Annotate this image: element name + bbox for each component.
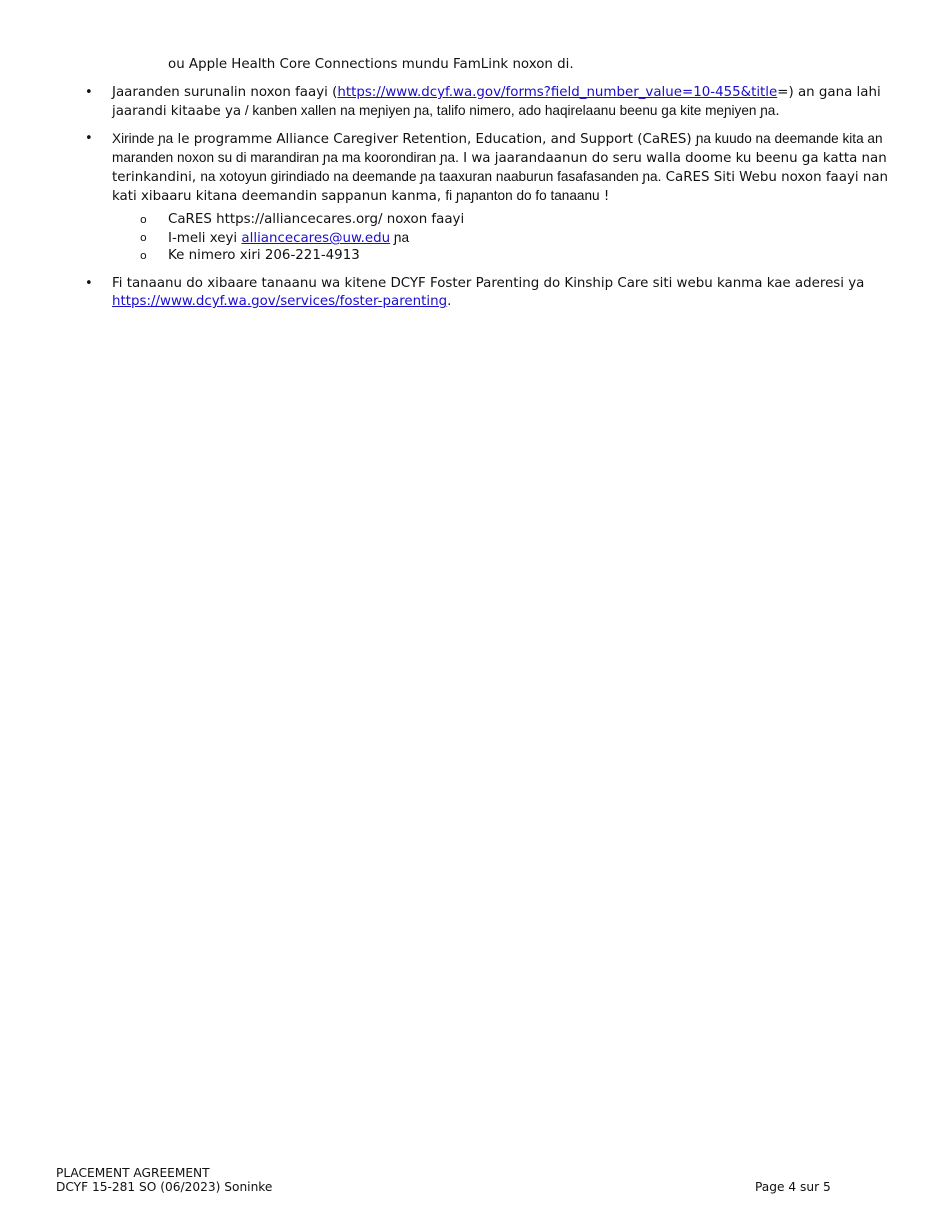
foster-parenting-link[interactable]: https://www.dcyf.wa.gov/services/foster-parenting (112, 294, 448, 309)
bullet-icon: • (85, 276, 93, 291)
footer-title: PLACEMENT AGREEMENT (56, 1166, 210, 1180)
item2-text-sans-mid: ɲa kuudo na deemande kita an maranden noxon su di marandiran ɲa ma koorondiran ɲa. (112, 131, 883, 165)
item1-text-sans: / kanben xallen na meɲiyen ɲa, talifo nimero, ado haqirelaanu beenu ga kite meɲiyen ɲa (241, 103, 776, 118)
sublist-item-text: I-meli xeyi (168, 231, 242, 246)
circle-bullet-icon: o (140, 213, 147, 226)
item2-text-main-2: I wa jaarandaanun do seru walla doome ku beenu ga katta nan terinkandini, (112, 151, 887, 185)
forms-link[interactable]: https://www.dcyf.wa.gov/forms?field_number_value=10-455&title (337, 85, 778, 100)
sublist-item-text: Ke nimero xiri 206-221-4913 (168, 248, 360, 263)
list-item-journal-form (85, 84, 897, 121)
email-link[interactable]: alliancecares@uw.edu (241, 231, 391, 246)
item2-text-main-4: ! (599, 189, 610, 204)
item1-text-end: . (775, 104, 780, 119)
bullet-icon: • (85, 85, 93, 100)
cares-contact-sublist (140, 211, 868, 265)
list-item-cares-program (85, 130, 897, 206)
list-item-foster-parenting (85, 275, 897, 311)
sublist-item-website (140, 211, 868, 229)
page-number: Page 4 sur 5 (755, 1180, 831, 1194)
footer-form-code: DCYF 15-281 SO (06/2023) Soninke (56, 1180, 273, 1194)
item3-text-end: . (447, 294, 452, 309)
item2-text-sans-start: Xirinde ɲa (112, 131, 174, 146)
bullet-icon: • (85, 131, 93, 146)
item2-text-main-3: CaRES Siti Webu noxon faayi nan kati xibaaru kitana deemandin sappanun kanma, (112, 170, 889, 204)
item1-text-before: Jaaranden surunalin noxon faayi ( (112, 85, 338, 100)
item2-text-sans-2: na xotoyun girindiado na deemande ɲa taaxuran naaburun fasafasanden ɲa. (200, 169, 662, 184)
circle-bullet-icon: o (140, 231, 147, 244)
sublist-item-phone (140, 247, 868, 265)
continuation-line: ou Apple Health Core Connections mundu FamLink noxon di. (168, 57, 574, 72)
sublist-item-email (140, 229, 868, 247)
sublist-item-tail: ɲa (390, 230, 410, 245)
item2-text-main: le programme Alliance Caregiver Retention, Education, and Support (CaRES) (173, 132, 696, 147)
item1-text-after-link: =) an gana lahi jaarandi kitaabe ya (112, 85, 881, 119)
item2-text-sans-3: fi ɲaɲanton do fo tanaanu (445, 188, 600, 203)
item3-text: Fi tanaanu do xibaare tanaanu wa kitene DCYF Foster Parenting do Kinship Care siti webu kanma kae aderesi ya (112, 276, 865, 291)
sublist-item-text: CaRES https://alliancecares.org/ noxon faayi (168, 212, 465, 227)
footer-form-info (56, 1166, 272, 1194)
circle-bullet-icon: o (140, 249, 147, 262)
